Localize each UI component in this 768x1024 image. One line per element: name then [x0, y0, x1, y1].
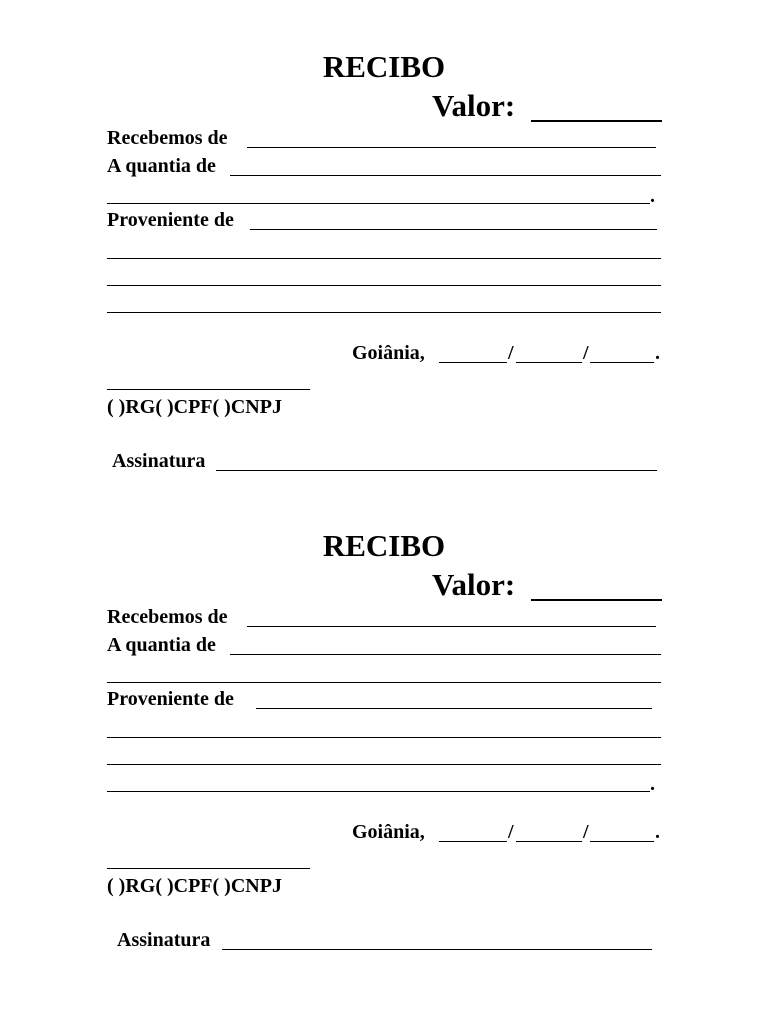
city-label: Goiânia, — [352, 342, 425, 364]
recebemos-label: Recebemos de — [107, 127, 228, 149]
proveniente-continuation-field[interactable] — [107, 312, 661, 313]
end-mark: . — [650, 185, 655, 207]
quantia-label: A quantia de — [107, 155, 216, 177]
date-day-field[interactable] — [439, 362, 507, 363]
date-separator: / — [508, 821, 514, 843]
recebemos-field[interactable] — [247, 626, 656, 627]
receipt-form — [0, 479, 768, 959]
valor-field[interactable] — [531, 599, 662, 601]
end-mark: . — [655, 342, 660, 364]
document-number-field[interactable] — [107, 868, 310, 869]
date-separator: / — [583, 342, 589, 364]
assinatura-label: Assinatura — [117, 929, 211, 951]
valor-label: Valor: — [432, 88, 516, 123]
proveniente-label: Proveniente de — [107, 209, 234, 231]
quantia-field[interactable] — [230, 654, 661, 655]
assinatura-label: Assinatura — [112, 450, 206, 472]
date-month-field[interactable] — [516, 841, 582, 842]
valor-field[interactable] — [531, 120, 662, 122]
recebemos-label: Recebemos de — [107, 606, 228, 628]
valor-label: Valor: — [432, 567, 516, 602]
proveniente-continuation-field[interactable] — [107, 737, 661, 738]
date-year-field[interactable] — [590, 362, 654, 363]
proveniente-continuation-field[interactable] — [107, 258, 661, 259]
document-number-field[interactable] — [107, 389, 310, 390]
proveniente-field[interactable] — [256, 708, 652, 709]
receipt-title: RECIBO — [322, 528, 446, 563]
city-label: Goiânia, — [352, 821, 425, 843]
proveniente-continuation-field[interactable] — [107, 791, 650, 792]
quantia-label: A quantia de — [107, 634, 216, 656]
proveniente-field[interactable] — [250, 229, 657, 230]
quantia-field[interactable] — [230, 175, 661, 176]
date-year-field[interactable] — [590, 841, 654, 842]
recebemos-field[interactable] — [247, 147, 656, 148]
document-types-label: ( )RG( )CPF( )CNPJ — [107, 396, 282, 418]
date-month-field[interactable] — [516, 362, 582, 363]
proveniente-label: Proveniente de — [107, 688, 234, 710]
quantia-continuation-field[interactable] — [107, 682, 661, 683]
date-separator: / — [508, 342, 514, 364]
proveniente-continuation-field[interactable] — [107, 764, 661, 765]
date-day-field[interactable] — [439, 841, 507, 842]
end-mark: . — [655, 821, 660, 843]
proveniente-continuation-field[interactable] — [107, 285, 661, 286]
receipt-form — [0, 0, 768, 480]
quantia-continuation-field[interactable] — [107, 203, 650, 204]
end-mark: . — [650, 773, 655, 795]
assinatura-field[interactable] — [216, 470, 657, 471]
date-separator: / — [583, 821, 589, 843]
receipt-title: RECIBO — [322, 49, 446, 84]
document-types-label: ( )RG( )CPF( )CNPJ — [107, 875, 282, 897]
assinatura-field[interactable] — [222, 949, 652, 950]
